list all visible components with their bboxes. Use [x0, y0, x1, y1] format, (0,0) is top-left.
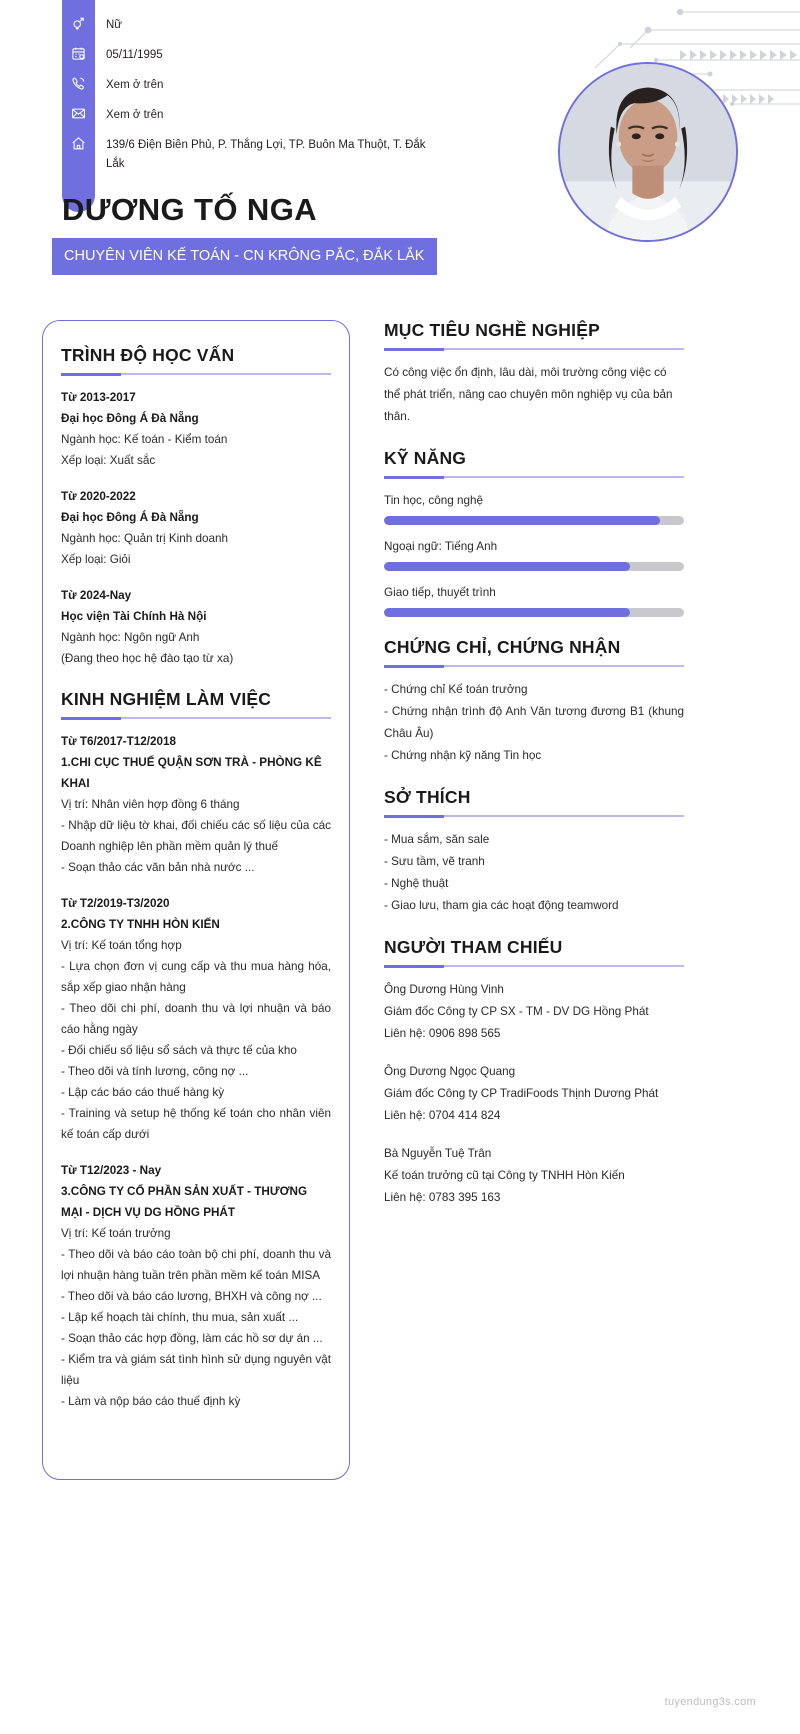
contact-list: [62, 14, 442, 177]
education-item: [61, 585, 331, 669]
section-rule: [384, 348, 684, 350]
section-education: [61, 345, 331, 669]
experience-duty: - Soạn thảo các hợp đồng, làm các hồ sơ dự án ...: [61, 1332, 323, 1345]
avatar: [558, 62, 738, 242]
section-title-experience: KINH NGHIỆM LÀM VIỆC: [61, 689, 272, 709]
experience-duty: - Lập các báo cáo thuế hàng kỳ: [61, 1086, 225, 1099]
experience-duty: - Đối chiếu số liệu sổ sách và thực tế của kho: [61, 1044, 297, 1057]
contact-value-gender: Nữ: [106, 19, 123, 31]
reference-position: Kế toán trưởng cũ tại Công ty TNHH Hòn Kiến: [384, 1169, 625, 1182]
skill-progress-fill: [384, 608, 630, 617]
experience-duty: - Theo dõi chi phí, doanh thu và lợi nhuận và báo cáo hằng ngày: [61, 1002, 331, 1036]
email-icon: [62, 104, 95, 121]
contact-value-birthdate: 05/11/1995: [106, 49, 163, 61]
section-rule: [384, 815, 684, 817]
certificate-item: - Chứng nhận trình độ Anh Văn tương đương B1 (khung Châu Âu): [384, 705, 684, 740]
section-rule: [61, 717, 331, 719]
reference-contact: Liên hệ: 0704 414 824: [384, 1109, 501, 1122]
phone-icon: [62, 74, 95, 91]
hobby-item: - Mua sắm, săn sale: [384, 833, 490, 846]
objective-text: Có công việc ổn định, lâu dài, môi trường công việc có thể phát triển, nâng cao chuyên môn nghiệp vụ của bản thân.: [384, 366, 673, 423]
section-skills: [384, 448, 684, 617]
contact-value-email: Xem ở trên: [106, 109, 164, 121]
education-line: Ngành học: Ngôn ngữ Anh: [61, 631, 200, 644]
section-objective: [384, 320, 684, 428]
skill-item: [384, 582, 684, 617]
experience-duty: - Theo dõi và báo cáo lương, BHXH và công nợ ...: [61, 1290, 322, 1303]
section-hobbies: [384, 787, 684, 917]
experience-duty: - Lựa chọn đơn vị cung cấp và thu mua hàng hóa, sắp xếp giao nhận hàng: [61, 960, 331, 994]
education-org: Học viện Tài Chính Hà Nội: [61, 610, 207, 623]
section-title-skills: KỸ NĂNG: [384, 448, 467, 468]
section-rule: [384, 665, 684, 667]
contact-row-phone: [62, 74, 442, 101]
experience-role: Vị trí: Nhân viên hợp đồng 6 tháng: [61, 798, 240, 811]
contact-row-gender: [62, 14, 442, 41]
section-title-education: TRÌNH ĐỘ HỌC VẤN: [61, 345, 235, 365]
contact-value-address: 139/6 Điện Biên Phủ, P. Thắng Lợi, TP. Buôn Ma Thuột, T. Đắk Lắk: [106, 139, 426, 170]
education-date: Từ 2013-2017: [61, 391, 136, 404]
section-title-objective: MỤC TIÊU NGHỀ NGHIỆP: [384, 320, 600, 340]
education-org: Đại học Đông Á Đà Nẵng: [61, 412, 199, 425]
section-title-certificates: CHỨNG CHỈ, CHỨNG NHẬN: [384, 637, 621, 657]
experience-item: [61, 731, 331, 878]
certificate-item: - Chứng nhận kỹ năng Tin học: [384, 749, 542, 762]
education-item: [61, 486, 331, 570]
job-title-banner: CHUYÊN VIÊN KẾ TOÁN - CN KRÔNG PẮC, ĐẮK LẮK: [52, 238, 437, 275]
hobby-item: - Giao lưu, tham gia các hoạt động teamword: [384, 899, 619, 912]
experience-date: Từ T2/2019-T3/2020: [61, 897, 170, 910]
skill-progress-track: [384, 516, 684, 525]
section-experience: [61, 689, 331, 1412]
experience-role: Vị trí: Kế toán tổng hợp: [61, 939, 182, 952]
section-title-hobbies: SỞ THÍCH: [384, 787, 471, 807]
experience-date: Từ T6/2017-T12/2018: [61, 735, 177, 748]
hobby-item: - Nghệ thuật: [384, 877, 449, 890]
skill-progress-track: [384, 608, 684, 617]
education-line: (Đang theo học hệ đào tạo từ xa): [61, 652, 234, 665]
right-column: [384, 320, 684, 1229]
section-rule: [61, 373, 331, 375]
reference-name: Ông Dương Hùng Vinh: [384, 983, 504, 996]
education-item: [61, 387, 331, 471]
section-references: [384, 937, 684, 1209]
calendar-icon: [62, 44, 95, 61]
experience-item: [61, 893, 331, 1145]
reference-item: [384, 1143, 684, 1209]
cv-header: [0, 0, 800, 310]
skill-label: Giao tiếp, thuyết trình: [384, 586, 496, 599]
contact-row-birthdate: [62, 44, 442, 71]
skill-progress-fill: [384, 516, 660, 525]
reference-name: Bà Nguyễn Tuệ Trân: [384, 1147, 492, 1160]
contact-row-address: [62, 134, 442, 174]
reference-position: Giám đốc Công ty CP SX - TM - DV DG Hồng Phát: [384, 1005, 649, 1018]
skill-label: Tin học, công nghệ: [384, 494, 483, 507]
reference-contact: Liên hệ: 0906 898 565: [384, 1027, 501, 1040]
reference-name: Ông Dương Ngọc Quang: [384, 1065, 516, 1078]
skill-item: [384, 490, 684, 525]
experience-date: Từ T12/2023 - Nay: [61, 1164, 162, 1177]
experience-duty: - Theo dõi và tính lương, công nợ ...: [61, 1065, 249, 1078]
experience-duty: - Làm và nộp báo cáo thuế định kỳ: [61, 1395, 241, 1408]
experience-role: Vị trí: Kế toán trưởng: [61, 1227, 171, 1240]
experience-org: 2.CÔNG TY TNHH HÒN KIẾN: [61, 918, 220, 931]
home-icon: [62, 134, 95, 151]
reference-contact: Liên hệ: 0783 395 163: [384, 1191, 501, 1204]
certificate-item: - Chứng chỉ Kế toán trưởng: [384, 683, 528, 696]
education-date: Từ 2024-Nay: [61, 589, 132, 602]
skill-item: [384, 536, 684, 571]
reference-item: [384, 979, 684, 1045]
skill-progress-fill: [384, 562, 630, 571]
experience-duty: - Nhập dữ liệu tờ khai, đối chiếu các số liệu của các Doanh nghiệp lên phần mềm quản lý thuế: [61, 819, 331, 853]
education-line: Xếp loại: Giỏi: [61, 553, 131, 566]
left-column: [42, 320, 350, 1480]
reference-item: [384, 1061, 684, 1127]
page-title: DƯƠNG TỐ NGA: [62, 192, 318, 227]
section-rule: [384, 476, 684, 478]
skill-label: Ngoại ngữ: Tiếng Anh: [384, 540, 498, 553]
hobby-item: - Sưu tầm, vẽ tranh: [384, 855, 485, 868]
skill-progress-track: [384, 562, 684, 571]
education-date: Từ 2020-2022: [61, 490, 136, 503]
experience-org: 3.CÔNG TY CỔ PHẦN SẢN XUẤT - THƯƠNG MẠI - DỊCH VỤ DG HỒNG PHÁT: [61, 1185, 308, 1219]
experience-duty: - Theo dõi và báo cáo toàn bộ chi phí, doanh thu và lợi nhuận hàng tuần trên phần mềm kế toán MISA: [61, 1248, 331, 1282]
education-line: Ngành học: Kế toán - Kiểm toán: [61, 433, 228, 446]
experience-item: [61, 1160, 331, 1412]
experience-org: 1.CHI CỤC THUẾ QUẬN SƠN TRÀ - PHÒNG KÊ KHAI: [61, 756, 322, 790]
education-org: Đại học Đông Á Đà Nẵng: [61, 511, 199, 524]
contact-row-email: [62, 104, 442, 131]
experience-duty: - Training và setup hệ thống kế toán cho nhân viên kế toán cấp dưới: [61, 1107, 331, 1141]
section-rule: [384, 965, 684, 967]
education-line: Xếp loại: Xuất sắc: [61, 454, 156, 467]
experience-duty: - Lập kế hoạch tài chính, thu mua, sản xuất ...: [61, 1311, 299, 1324]
contact-value-phone: Xem ở trên: [106, 79, 164, 91]
section-certificates: [384, 637, 684, 767]
section-title-references: NGƯỜI THAM CHIẾU: [384, 937, 563, 957]
gender-icon: [62, 14, 95, 31]
experience-duty: - Soạn thảo các văn bản nhà nước ...: [61, 861, 255, 874]
reference-position: Giám đốc Công ty CP TradiFoods Thịnh Dương Phát: [384, 1087, 659, 1100]
watermark: tuyendung3s.com: [664, 1696, 756, 1708]
experience-duty: - Kiểm tra và giám sát tình hình sử dụng nguyên vật liệu: [61, 1353, 331, 1387]
education-line: Ngành học: Quản trị Kinh doanh: [61, 532, 228, 545]
